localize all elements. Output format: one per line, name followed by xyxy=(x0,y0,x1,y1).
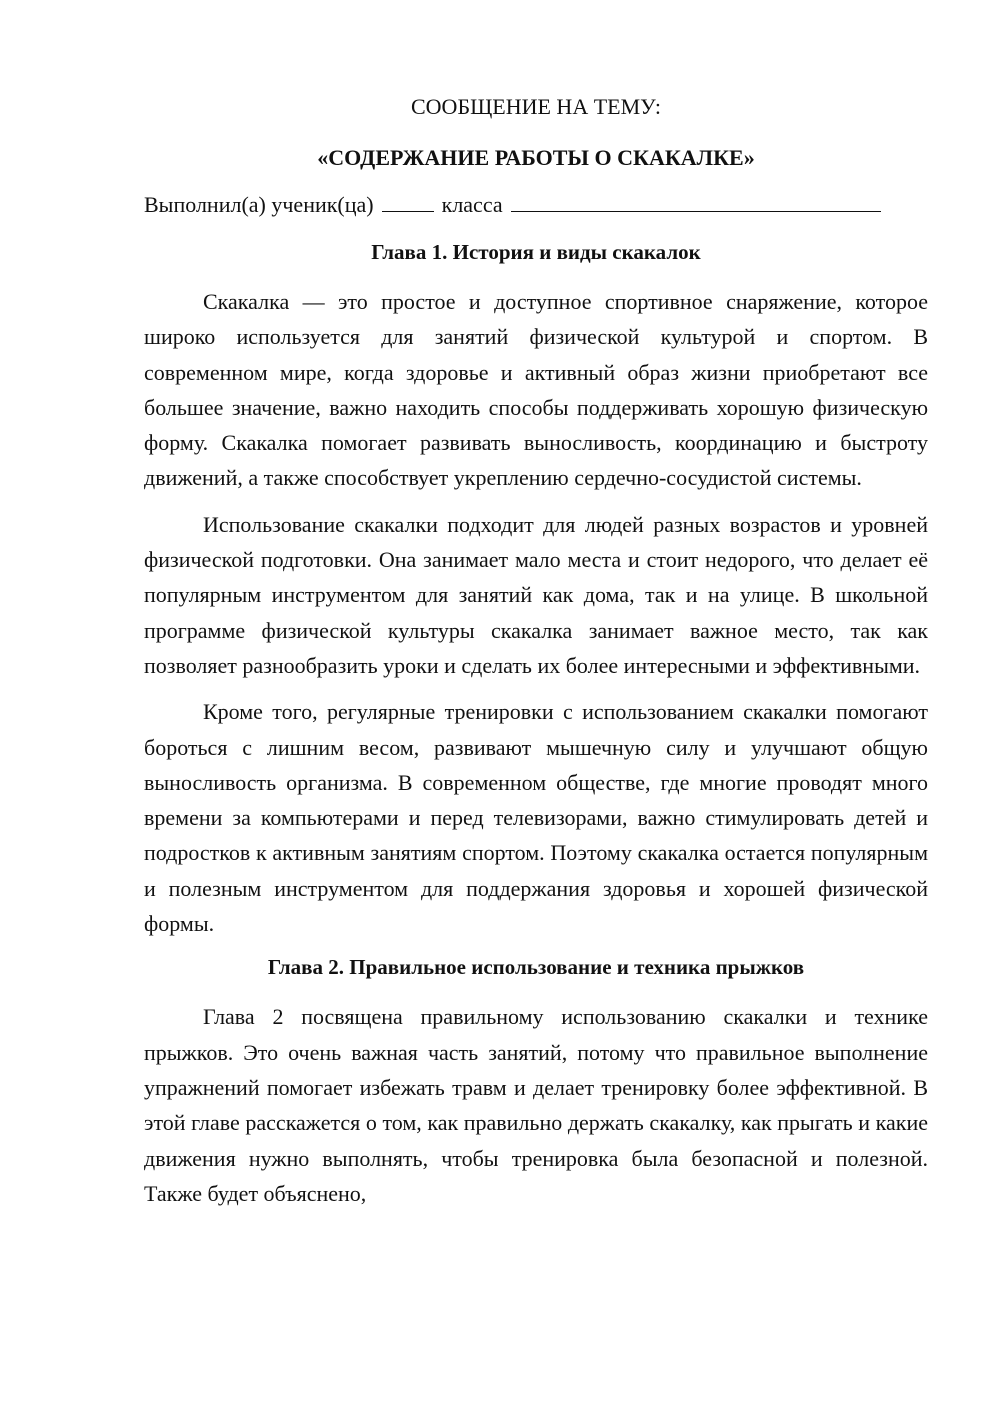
chapter-2-heading: Глава 2. Правильное использование и техника прыжков xyxy=(267,955,805,980)
class-number-blank xyxy=(382,189,434,212)
document-title-line1: СООБЩЕНИЕ НА ТЕМУ: xyxy=(411,94,661,119)
chapter-1-paragraph-1: Скакалка — это простое и доступное спортивное снаряжение, которое широко используется для занятий физической культурой и спортом. В современном мире, когда здоровье и активный образ жизни приобретают все большее значение, важно находить способы поддерживать хорошую физическую форму. Скакалка помогает развивать выносливость, координацию и быстроту движений, а также способствует укреплению сердечно-сосудистой системы. xyxy=(144,289,928,491)
signature-class-label: класса xyxy=(441,192,503,217)
document-page xyxy=(144,92,928,1222)
chapter-1-heading: Глава 1. История и виды скакалок xyxy=(371,240,701,264)
student-name-blank xyxy=(511,189,881,212)
chapter-1-paragraph-2: Использование скакалки подходит для людей разных возрастов и уровней физической подготовки. Она занимает мало места и стоит недорого, что делает её популярным инструментом для занятий как дома, так и на улице. В школьной программе физической культуры скакалка занимает важное место, так как позволяет разнообразить уроки и сделать их более интересными и эффективными. xyxy=(144,511,928,678)
chapter-2-paragraph-1: Глава 2 посвящена правильному использованию скакалки и технике прыжков. Это очень важная часть занятий, потому что правильное выполнение упражнений помогает избежать травм и делает тренировку более эффективной. В этой главе расскажется о том, как правильно держать скакалку, как прыгать и какие движения нужно выполнять, чтобы тренировка была безопасной и полезной. Также будет объяснено, xyxy=(144,1004,928,1206)
document-title-line2: «СОДЕРЖАНИЕ РАБОТЫ О СКАКАЛКЕ» xyxy=(317,145,755,170)
signature-line xyxy=(144,189,928,237)
signature-prefix: Выполнил(а) ученик(ца) xyxy=(144,192,374,217)
chapter-1-paragraph-3: Кроме того, регулярные тренировки с использованием скакалки помогают бороться с лишним весом, развивают мышечную силу и улучшают общую выносливость организма. В современном обществе, где многие проводят много времени за компьютерами и перед телевизорами, важно стимулировать детей и подростков к активным занятиям спортом. Поэтому скакалка остается популярным и полезным инструментом для поддержания здоровья и хорошей физической формы. xyxy=(144,699,928,937)
